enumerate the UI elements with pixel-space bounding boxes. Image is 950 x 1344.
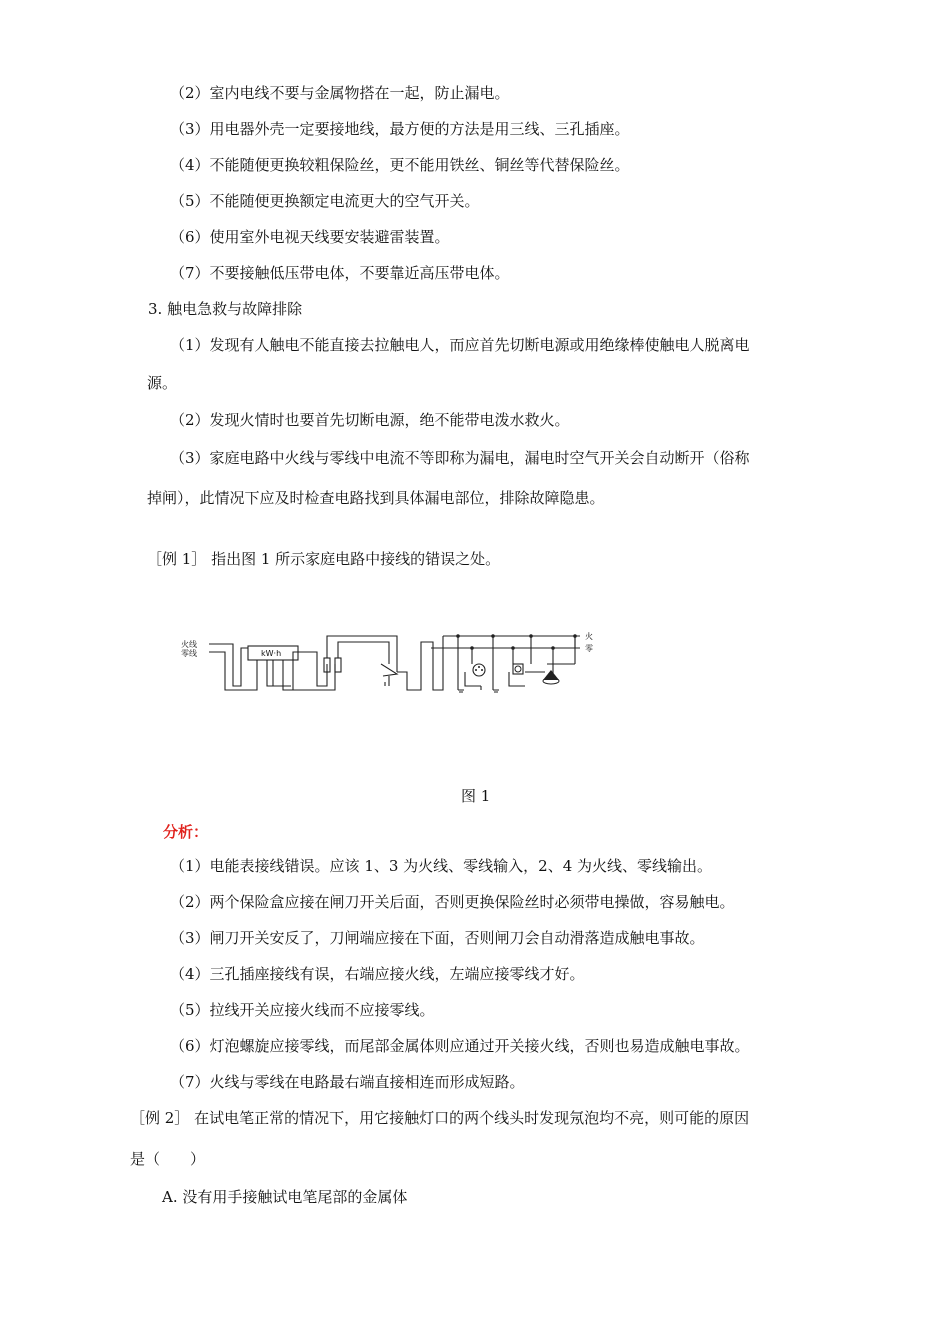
label-zero-right: 零 <box>585 644 593 653</box>
example-2-question-line-1: ［例 2］ 在试电笔正常的情况下，用它接触灯口的两个线头时发现氖泡均不亮，则可能的原因 <box>130 1109 750 1127</box>
safety-item-7: （7）不要接触低压带电体，不要靠近高压带电体。 <box>170 264 510 282</box>
safety-item-4: （4）不能随便更换较粗保险丝，更不能用铁丝、铜丝等代替保险丝。 <box>170 156 630 174</box>
section-heading: 3. 触电急救与故障排除 <box>148 300 303 318</box>
example-2-option-a: A. 没有用手接触试电笔尾部的金属体 <box>162 1188 408 1206</box>
figure-caption: 图 1 <box>461 787 491 805</box>
circuit-diagram-svg <box>175 628 635 698</box>
safety-item-5: （5）不能随便更换额定电流更大的空气开关。 <box>170 192 480 210</box>
analysis-item-5: （5）拉线开关应接火线而不应接零线。 <box>170 1001 435 1019</box>
socket-icon <box>473 664 485 676</box>
safety-item-3: （3）用电器外壳一定要接地线，最方便的方法是用三线、三孔插座。 <box>170 120 630 138</box>
safety-item-2: （2）室内电线不要与金属物搭在一起，防止漏电。 <box>170 84 510 102</box>
analysis-item-2: （2）两个保险盒应接在闸刀开关后面，否则更换保险丝时必须带电操做，容易触电。 <box>170 893 735 911</box>
rescue-item-3-line-2: 掉闸），此情况下应及时检查电路找到具体漏电部位，排除故障隐患。 <box>147 489 605 507</box>
meter-label: kW·h <box>261 649 282 658</box>
analysis-item-3: （3）闸刀开关安反了，刀闸端应接在下面，否则闸刀会自动滑落造成触电事故。 <box>170 929 705 947</box>
analysis-item-1: （1）电能表接线错误。应该 1、3 为火线、零线输入，2、4 为火线、零线输出。 <box>170 857 713 875</box>
label-fire-right: 火 <box>585 632 593 641</box>
safety-item-6: （6）使用室外电视天线要安装避雷装置。 <box>170 228 450 246</box>
analysis-item-7: （7）火线与零线在电路最右端直接相连而形成短路。 <box>170 1073 525 1091</box>
analysis-item-6: （6）灯泡螺旋应接零线，而尾部金属体则应通过开关接火线，否则也易造成触电事故。 <box>170 1037 750 1055</box>
rescue-item-1-line-2: 源。 <box>147 374 178 392</box>
example-2-question-line-2: 是（ ） <box>130 1150 206 1168</box>
rescue-item-2: （2）发现火情时也要首先切断电源，绝不能带电泼水救火。 <box>170 411 570 429</box>
rescue-item-1-line-1: （1）发现有人触电不能直接去拉触电人，而应首先切断电源或用绝缘棒使触电人脱离电 <box>170 336 750 354</box>
rescue-item-3-line-1: （3）家庭电路中火线与零线中电流不等即称为漏电，漏电时空气开关会自动断开（俗称 <box>170 449 750 467</box>
figure-1-circuit-diagram <box>175 628 635 698</box>
analysis-item-4: （4）三孔插座接线有误，右端应接火线，左端应接零线才好。 <box>170 965 585 983</box>
example-1-question: ［例 1］ 指出图 1 所示家庭电路中接线的错误之处。 <box>147 550 501 568</box>
analysis-title: 分析： <box>163 823 209 841</box>
label-zero-line: 零线 <box>181 649 197 658</box>
label-fire-line: 火线 <box>181 640 197 649</box>
